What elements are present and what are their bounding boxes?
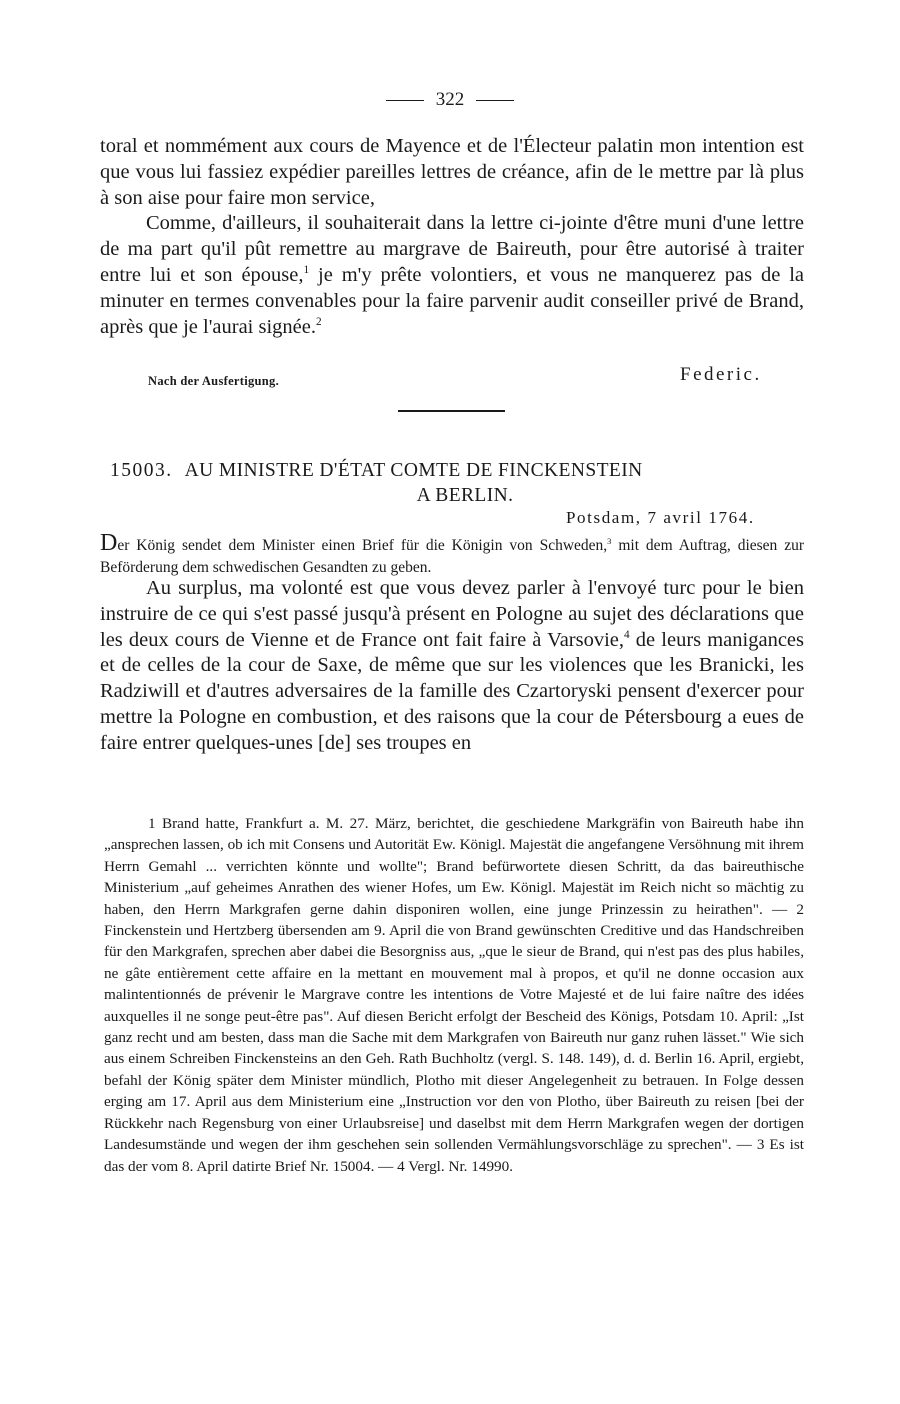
letter-body-paragraph — [100, 576, 804, 757]
page-header — [0, 88, 900, 112]
signature: Federic. — [680, 364, 762, 385]
letter-heading-line1: AU MINISTRE D'ÉTAT COMTE DE FINCKENSTEIN — [184, 460, 643, 481]
previous-letter-ending — [100, 134, 804, 340]
letter-heading — [110, 458, 800, 508]
summary-initial: D — [100, 530, 118, 556]
letter-number: 15003. — [110, 460, 173, 481]
letter-body-text-a: Au surplus, ma volonté est que vous devez parler à l'envoyé turc pour le bien instruire de ce qui s'est passé jusqu'à présent en Pologne au sujet des déclarations que les deux cours de Vienne et de France ont fait faire à Varsovie, — [100, 577, 804, 651]
footnotes — [104, 813, 804, 1177]
summary-paragraph — [100, 532, 804, 579]
source-note: Nach der Ausfertigung. — [148, 374, 280, 388]
paragraph-2-text-b: je m'y prête volontiers, et vous ne manquerez pas de la minuter en termes convenables pour la faire parvenir audit conseiller privé de Brand, après que je l'aurai signée. — [100, 263, 805, 338]
paragraph-2 — [100, 211, 804, 340]
letter-body-text-b: de leurs manigances et de celles de la cour de Saxe, de même que sur les violences que les Branicki, les Radziwill et d'autres adversaires de la famille des Czartoryski pensent d'exercer pour mettre la Pologne en combustion, et des raisons que la cour de Pétersbourg a eues de faire entrer quelques-unes [de] ses troupes en — [100, 628, 805, 754]
summary-text-a: er König sendet dem Minister einen Brief für die Königin von Schweden, — [117, 537, 608, 554]
dateline: Potsdam, 7 avril 1764. — [566, 508, 755, 527]
summary-text-b: mit dem Auftrag, diesen zur Beförderung dem schwedischen Gesandten zu geben. — [100, 537, 805, 576]
section-divider — [398, 410, 505, 412]
header-dash-right — [476, 100, 514, 101]
footnotes-paragraph: 1 Brand hatte, Frankfurt a. M. 27. März, berichtet, die geschiedene Markgräfin von Baireuth habe ihn „ansprechen lassen, ob ich mit Consens und Autorität Ew. Königl. Majestät die angefangene Versöhnung mit ihrem Herrn Gemahl ... verrichten könnte und wollte"; Brand befürwortete diesen Schritt, da das baireuthische Ministerium „auf geheimes Anrathen des wiener Hofes, um Ew. Königl. Majestät im Reich nicht so mächtig zu haben, den Herrn Markgrafen gerne dahin disponiren wollen, eine junge Prinzessin zu heirathen". — 2 Finckenstein und Hertzberg übersenden am 9. April die von Brand gewünschten Creditive und das Handschreiben für den Markgrafen, sprechen aber dabei die Besorgniss aus, „que le sieur de Brand, qui n'est pas des plus habiles, ne gâte entièrement cette affaire en la mettant en mouvement mal à propos, et qu'il ne donne occasion aux malintentionnés de prévenir le Margrave contre les intentions de Votre Majesté et de lui faire naître des idées auxquelles il ne songe peut-être pas". Auf diesen Bericht erfolgt der Bescheid des Königs, Potsdam 10. April: „Ist ganz recht und am besten, dass man die Sache mit dem Markgrafen von Baireuth nur ganz ruhen lässet." Wie sich aus einem Schreiben Finckensteins an den Geh. Rath Buchholtz (vergl. S. 148. 149), d. d. Berlin 16. April, ergiebt, befahl der König später dem Minister mündlich, Plotho mit dieser Angelegenheit zu betrauen. In Folge dessen erging am 17. April aus dem Ministerium eine „Instruction vor den von Plotho, über Baireuth zu reisen [bei der Rückkehr nach Regensburg von einer Urlaubsreise] und daselbst mit dem Herrn Markgrafen wegen der dortigen Landesumstände und wegen der ihm geschehen sein sollenden Vermählungsvorschläge zu sprechen". — 3 Es ist das der vom 8. April datirte Brief Nr. 15004. — 4 Vergl. Nr. 14990. — [104, 815, 804, 1175]
paragraph-2-text-a: Comme, d'ailleurs, il souhaiterait dans la lettre ci-jointe d'être muni d'une lettre de ma part qu'il pût remettre au margrave de Baireuth, pour être autorisé à traiter entre lui et son épouse, — [100, 212, 804, 286]
continuation-paragraph: toral et nommément aux cours de Mayence et de l'Électeur palatin mon intention est que vous lui fassiez expédier pareilles lettres de créance, afin de le mettre par là plus à son aise pour faire mon service, — [100, 135, 804, 209]
letter-body — [100, 576, 804, 757]
footnote-ref-1: 1 — [303, 264, 310, 277]
footnote-ref-4: 4 — [624, 628, 630, 641]
page-number: 322 — [435, 89, 465, 110]
footnote-ref-3: 3 — [607, 536, 612, 547]
footnote-ref-2: 2 — [316, 315, 322, 328]
header-dash-left — [386, 100, 424, 101]
editorial-summary — [100, 532, 804, 579]
letter-heading-line2: A BERLIN. — [416, 485, 514, 506]
